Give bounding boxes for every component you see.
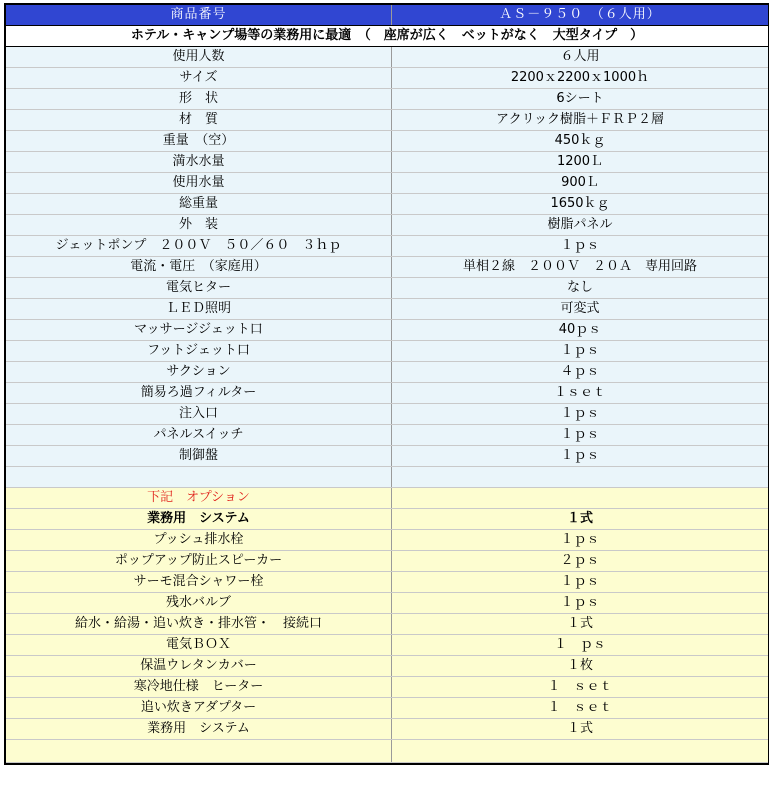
item-name: プッシュ排水栓 — [6, 530, 392, 551]
spec-row — [6, 425, 768, 446]
item-name: サーモ混合シャワー栓 — [6, 572, 392, 593]
item-name: 重量 （空） — [6, 131, 392, 152]
item-value: なし — [392, 278, 769, 299]
item-value — [392, 740, 769, 763]
spec-row — [6, 362, 768, 383]
spec-row — [6, 257, 768, 278]
item-name: ポップアップ防止スピーカー — [6, 551, 392, 572]
options-title-row — [6, 488, 768, 509]
item-name: 制御盤 — [6, 446, 392, 467]
spec-row — [6, 131, 768, 152]
spec-row — [6, 299, 768, 320]
item-value: １ ｓｅｔ — [392, 677, 769, 698]
header-row — [6, 5, 768, 26]
spec-table — [6, 5, 768, 763]
item-value: １ｐｓ — [392, 530, 769, 551]
option-row — [6, 572, 768, 593]
item-value: １ｐｓ — [392, 341, 769, 362]
item-name: 業務用 システム — [6, 509, 392, 530]
item-name: 追い炊きアダプター — [6, 698, 392, 719]
item-name: 保温ウレタンカバー — [6, 656, 392, 677]
item-value: １式 — [392, 614, 769, 635]
item-value: 450ｋｇ — [392, 131, 769, 152]
item-value: １ｐｓ — [392, 404, 769, 425]
item-value: 1200Ｌ — [392, 152, 769, 173]
item-name: パネルスイッチ — [6, 425, 392, 446]
item-name: 使用水量 — [6, 173, 392, 194]
option-row — [6, 698, 768, 719]
item-name: 使用人数 — [6, 47, 392, 68]
item-value: 900Ｌ — [392, 173, 769, 194]
spec-row — [6, 89, 768, 110]
item-name: 下記 オプション — [6, 488, 392, 509]
item-name: 満水水量 — [6, 152, 392, 173]
spec-row — [6, 278, 768, 299]
item-name: 簡易ろ過フィルター — [6, 383, 392, 404]
item-value — [392, 488, 769, 509]
spec-row — [6, 341, 768, 362]
option-row — [6, 530, 768, 551]
item-name: 業務用 システム — [6, 719, 392, 740]
item-value: １ｐｓ — [392, 425, 769, 446]
spec-row — [6, 215, 768, 236]
item-name: 給水・給湯・追い炊き・排水管・ 接続口 — [6, 614, 392, 635]
option-row — [6, 509, 768, 530]
item-value: 樹脂パネル — [392, 215, 769, 236]
item-value: ４ｐｓ — [392, 362, 769, 383]
item-value: １枚 — [392, 656, 769, 677]
option-row — [6, 635, 768, 656]
spec-row — [6, 467, 768, 488]
item-value: 2200ｘ2200ｘ1000ｈ — [392, 68, 769, 89]
item-name — [6, 740, 392, 763]
spec-row — [6, 446, 768, 467]
spec-row — [6, 383, 768, 404]
item-value: １ｐｓ — [392, 446, 769, 467]
item-name: フットジェット口 — [6, 341, 392, 362]
item-value: １ｐｓ — [392, 593, 769, 614]
spec-row — [6, 68, 768, 89]
item-value: １ｓｅｔ — [392, 383, 769, 404]
item-name: サクション — [6, 362, 392, 383]
item-value: 6シート — [392, 89, 769, 110]
option-row — [6, 656, 768, 677]
item-name: 電流・電圧 （家庭用） — [6, 257, 392, 278]
item-name: サイズ — [6, 68, 392, 89]
item-value: １ ｓｅｔ — [392, 698, 769, 719]
item-value: １式 — [392, 719, 769, 740]
spec-row — [6, 236, 768, 257]
item-value: １式 — [392, 509, 769, 530]
item-value: ６人用 — [392, 47, 769, 68]
option-row — [6, 593, 768, 614]
spec-row — [6, 173, 768, 194]
spec-row — [6, 110, 768, 131]
item-value: １ ｐｓ — [392, 635, 769, 656]
item-name — [6, 467, 392, 488]
item-value: 1650ｋｇ — [392, 194, 769, 215]
item-name: 残水バルブ — [6, 593, 392, 614]
option-row — [6, 677, 768, 698]
item-name: 材 質 — [6, 110, 392, 131]
item-value: 単相２線 ２００Ｖ ２０Ａ 専用回路 — [392, 257, 769, 278]
spec-row — [6, 194, 768, 215]
item-value: ２ｐｓ — [392, 551, 769, 572]
product-number-value: ＡＳ－９５０ （６人用） — [392, 5, 769, 26]
option-row — [6, 614, 768, 635]
item-value: １ｐｓ — [392, 236, 769, 257]
spec-sheet — [4, 3, 769, 765]
item-value — [392, 467, 769, 488]
option-row — [6, 740, 768, 763]
item-name: 注入口 — [6, 404, 392, 425]
item-name: マッサージジェット口 — [6, 320, 392, 341]
item-name: 電気ＢＯＸ — [6, 635, 392, 656]
product-banner: ホテル・キャンプ場等の業務用に最適 （ 座席が広く ベットがなく 大型タイプ ） — [6, 26, 768, 47]
item-name: 総重量 — [6, 194, 392, 215]
spec-row — [6, 47, 768, 68]
option-row — [6, 719, 768, 740]
spec-row — [6, 404, 768, 425]
item-value: アクリック樹脂＋ＦＲＰ２層 — [392, 110, 769, 131]
spec-row — [6, 152, 768, 173]
banner-row — [6, 26, 768, 47]
product-number-label: 商品番号 — [6, 5, 392, 26]
item-name: 形 状 — [6, 89, 392, 110]
spec-row — [6, 320, 768, 341]
item-value: 40ｐｓ — [392, 320, 769, 341]
item-name: ＬＥＤ照明 — [6, 299, 392, 320]
item-name: ジェットポンプ ２００Ｖ ５０／６０ ３ｈｐ — [6, 236, 392, 257]
item-name: 外 装 — [6, 215, 392, 236]
item-value: 可変式 — [392, 299, 769, 320]
item-value: １ｐｓ — [392, 572, 769, 593]
option-row — [6, 551, 768, 572]
item-name: 寒冷地仕様 ヒーター — [6, 677, 392, 698]
item-name: 電気ヒター — [6, 278, 392, 299]
